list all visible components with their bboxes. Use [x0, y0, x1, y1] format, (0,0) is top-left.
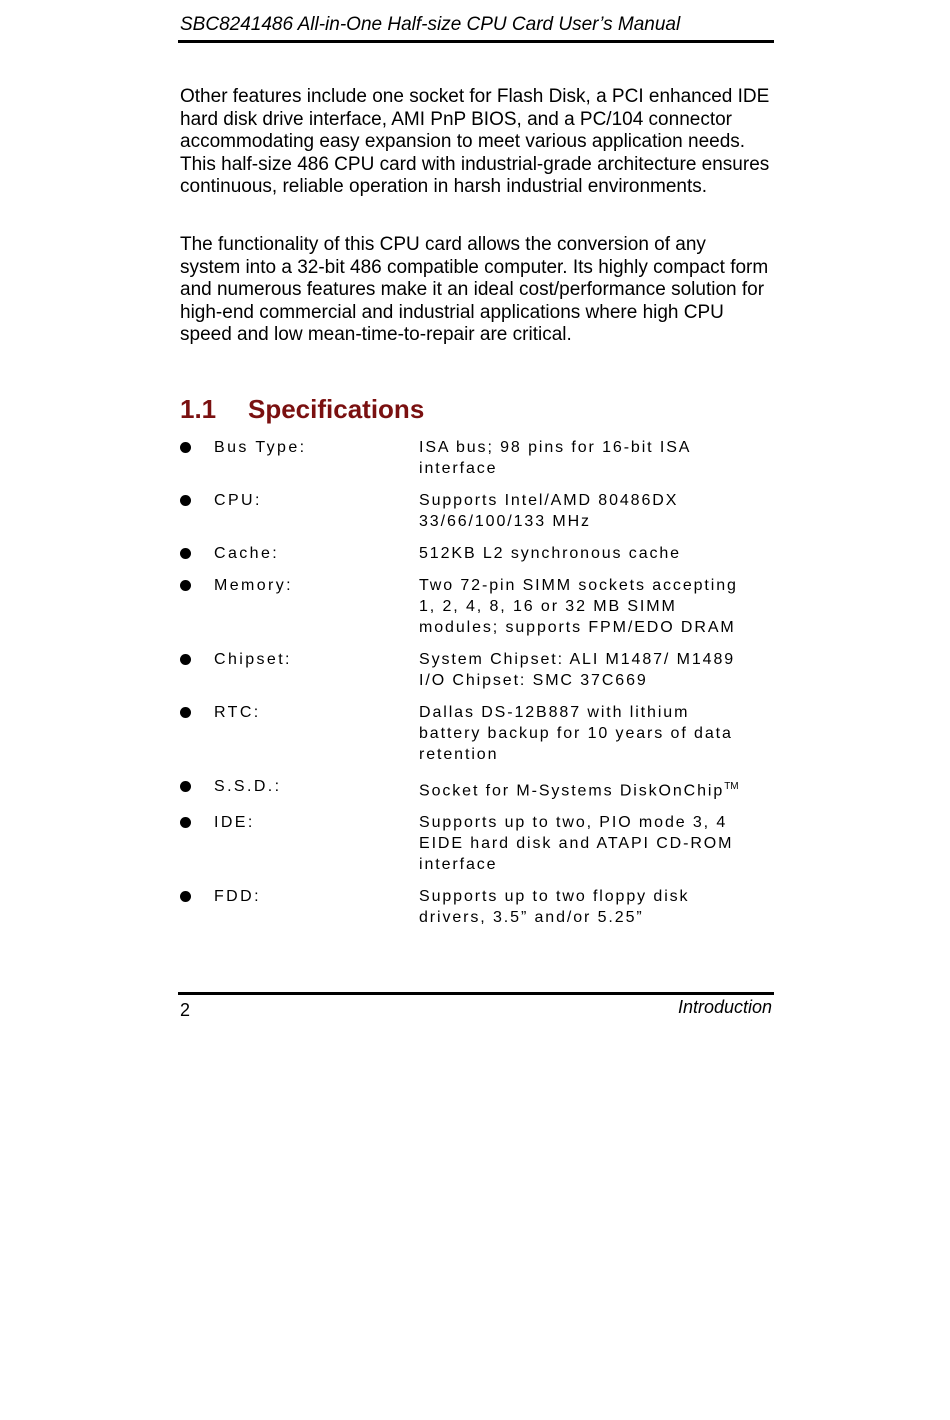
spec-value-text: 1, 2, 4, 8, 16 or 32 MB SIMM [419, 598, 677, 615]
spec-label: Bus Type: [214, 439, 307, 456]
spec-value-line [419, 670, 774, 691]
bullet-icon [180, 654, 191, 665]
bullet-icon [180, 891, 191, 902]
spec-value [419, 649, 774, 691]
spec-value-text: Supports Intel/AMD 80486DX [419, 492, 679, 509]
spec-label: RTC: [214, 704, 261, 721]
spec-value-line [419, 511, 774, 532]
spec-value-text: 512KB L2 synchronous cache [419, 545, 681, 562]
spec-item [180, 702, 780, 765]
header-rule [178, 40, 774, 43]
spec-value-line [419, 776, 774, 801]
spec-value-line [419, 458, 774, 479]
spec-value-text: Supports up to two, PIO mode 3, 4 [419, 814, 728, 832]
bullet-icon [180, 580, 191, 591]
spec-value-line [419, 596, 774, 617]
section-heading [180, 394, 424, 425]
spec-value-line [419, 490, 774, 511]
spec-item [180, 575, 780, 638]
section-number: 1.1 [180, 394, 217, 424]
spec-value-line [419, 702, 774, 723]
spec-value [419, 776, 774, 801]
spec-label: CPU: [214, 492, 262, 509]
spec-label: IDE: [214, 814, 255, 832]
spec-value-text: modules; supports FPM/EDO DRAM [419, 619, 736, 636]
trademark-superscript: TM [724, 781, 739, 792]
spec-value-line [419, 812, 774, 833]
spec-value-text: Two 72-pin SIMM sockets accepting [419, 577, 738, 594]
spec-value-text: Supports up to two floppy disk [419, 888, 690, 906]
spec-value-text: drivers, 3.5” and/or 5.25” [419, 909, 644, 927]
spec-value-line [419, 744, 774, 765]
spec-item [180, 490, 780, 532]
page-number: 2 [180, 1000, 191, 1020]
spec-label: Chipset: [214, 651, 292, 668]
spec-item [180, 437, 780, 479]
section-title-text: Specifications [248, 394, 425, 424]
spec-value-text: I/O Chipset: SMC 37C669 [419, 672, 648, 689]
spec-value [419, 886, 774, 928]
bullet-icon [180, 707, 191, 718]
spec-value-line [419, 649, 774, 670]
bullet-icon [180, 495, 191, 506]
spec-value-line [419, 617, 774, 638]
spec-value-text: Dallas DS-12B887 with lithium [419, 704, 690, 721]
spec-item [180, 812, 780, 875]
spec-label: Cache: [214, 545, 280, 562]
bullet-icon [180, 817, 191, 828]
spec-value-line [419, 907, 774, 928]
spec-item [180, 776, 780, 801]
spec-value-line [419, 886, 774, 907]
spec-value-text: 33/66/100/133 MHz [419, 513, 591, 530]
spec-value [419, 702, 774, 765]
spec-item [180, 649, 780, 691]
spec-value-line [419, 543, 774, 564]
spec-value-text: Socket for M-Systems DiskOnChip [419, 782, 725, 800]
footer-chapter-name: Introduction [677, 997, 772, 1017]
spec-value-text: battery backup for 10 years of data [419, 725, 733, 742]
spec-value-text: retention [419, 746, 499, 763]
spec-value-text: ISA bus; 98 pins for 16-bit ISA [419, 439, 692, 456]
spec-item [180, 543, 780, 564]
spec-label: S.S.D.: [214, 778, 282, 795]
spec-value [419, 437, 774, 479]
body-paragraph-2: The functionality of this CPU card allows the conversion of any system into a 32-bit 486 compatible computer. Its highly compact form and numerous features make it an ideal cost/performance solution for high-end commercial and industrial applications where high CPU speed and low mean-time-to-repair are critical. [180, 234, 769, 346]
spec-value-line [419, 854, 774, 875]
spec-value [419, 490, 774, 532]
spec-value-line [419, 437, 774, 458]
spec-value-line [419, 575, 774, 596]
spec-value-line [419, 723, 774, 744]
footer-rule [178, 992, 774, 995]
spec-item [180, 886, 780, 928]
specifications-list [180, 437, 780, 939]
spec-value-line [419, 833, 774, 854]
bullet-icon [180, 442, 191, 453]
spec-value [419, 543, 774, 564]
spec-value-text: EIDE hard disk and ATAPI CD-ROM [419, 835, 734, 853]
running-header-title: SBC8241486 All-in-One Half-size CPU Card User’s Manual [180, 14, 681, 35]
bullet-icon [180, 548, 191, 559]
spec-value [419, 575, 774, 638]
body-paragraph-1: Other features include one socket for Flash Disk, a PCI enhanced IDE hard disk drive interface, AMI PnP BIOS, and a PC/104 connector accommodating easy expansion to meet various application needs. This half-size 486 CPU card with industrial-grade architecture ensures continuous, reliable operation in harsh industrial environments. [180, 86, 770, 198]
bullet-icon [180, 781, 191, 792]
spec-value-text: interface [419, 856, 498, 874]
spec-value [419, 812, 774, 875]
spec-label: FDD: [214, 888, 261, 906]
spec-value-text: interface [419, 460, 498, 477]
spec-value-text: System Chipset: ALI M1487/ M1489 [419, 651, 736, 668]
spec-label: Memory: [214, 577, 294, 594]
